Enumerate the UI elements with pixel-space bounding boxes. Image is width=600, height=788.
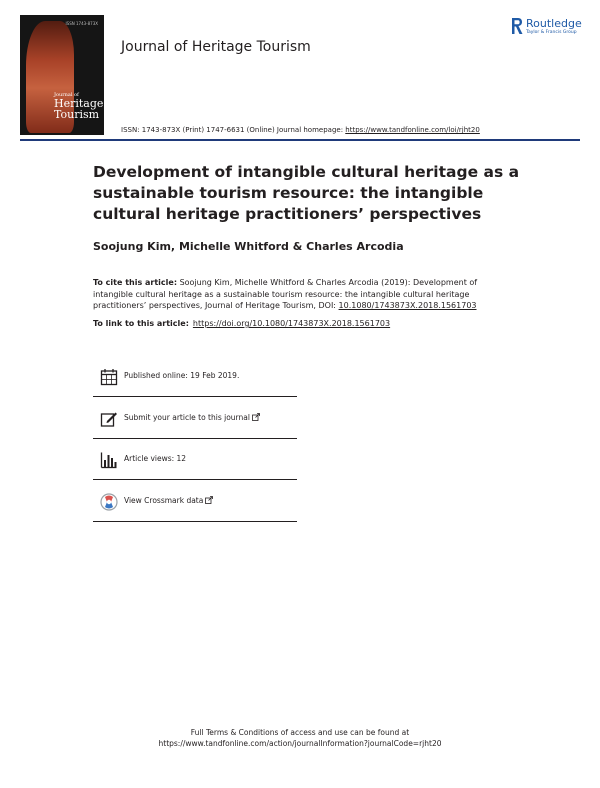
published-row	[93, 358, 297, 397]
published-date: Published online: 19 Feb 2019.	[124, 371, 240, 380]
journal-title[interactable]: Journal of Heritage Tourism	[121, 39, 311, 55]
issn-text: ISSN: 1743-873X (Print) 1747-6631 (Online) Journal homepage:	[121, 126, 346, 134]
crossmark-link[interactable]	[124, 496, 213, 505]
external-link-icon	[205, 496, 213, 504]
calendar-icon	[100, 368, 118, 386]
submit-label: Submit your article to this journal	[124, 413, 250, 422]
external-link-icon	[252, 413, 260, 421]
article-link-block	[93, 319, 390, 328]
footer-journal-info-link[interactable]: https://www.tandfonline.com/action/journalInformation?journalCode=rjht20	[158, 739, 442, 748]
header-divider	[20, 139, 580, 141]
article-doi-url[interactable]: https://doi.org/10.1080/1743873X.2018.1561703	[192, 319, 391, 328]
publisher-tagline: Taylor & Francis Group	[526, 30, 577, 35]
crossmark-icon	[100, 493, 118, 511]
footer-terms: Full Terms & Conditions of access and use can be found at	[190, 728, 410, 737]
citation-text: Soojung Kim, Michelle Whitford & Charles Arcodia (2019): Development of intangible cultural heritage as a sustainable tourism resource: the intangible cultural heritage practitioners’ perspectives, Journal of Heritage Tourism, DOI:	[93, 278, 478, 310]
citation-label: To cite this article:	[93, 278, 178, 287]
cover-issn: ISSN 1743-873X	[65, 21, 98, 26]
edit-icon	[100, 410, 118, 428]
article-link-label: To link to this article:	[93, 319, 189, 328]
submit-row[interactable]	[93, 400, 297, 439]
publisher-name: Routledge	[526, 17, 582, 30]
cover-title-line3: Tourism	[54, 108, 100, 121]
article-title: Development of intangible cultural heritage as a sustainable tourism resource: the intangible cultural heritage practitioners’ perspectives	[93, 163, 520, 223]
citation-block	[93, 277, 513, 312]
journal-homepage-link[interactable]: https://www.tandfonline.com/loi/rjht20	[345, 126, 480, 134]
submit-article-link[interactable]	[124, 413, 260, 422]
cover-title	[54, 93, 103, 120]
bar-chart-icon	[100, 451, 118, 469]
views-row	[93, 441, 297, 480]
routledge-logo-icon	[510, 16, 524, 36]
journal-cover-image	[20, 15, 104, 135]
article-views: Article views: 12	[124, 454, 187, 463]
citation-doi-link[interactable]: 10.1080/1743873X.2018.1561703	[338, 301, 477, 310]
publisher-logo[interactable]	[510, 16, 590, 40]
cover-title-line2: Heritage	[54, 97, 104, 110]
issn-line	[121, 126, 480, 134]
crossmark-label: View Crossmark data	[124, 496, 204, 505]
crossmark-row[interactable]	[93, 483, 297, 522]
cover-title-line1: Journal of	[54, 92, 79, 98]
article-authors: Soojung Kim, Michelle Whitford & Charles Arcodia	[93, 240, 404, 253]
